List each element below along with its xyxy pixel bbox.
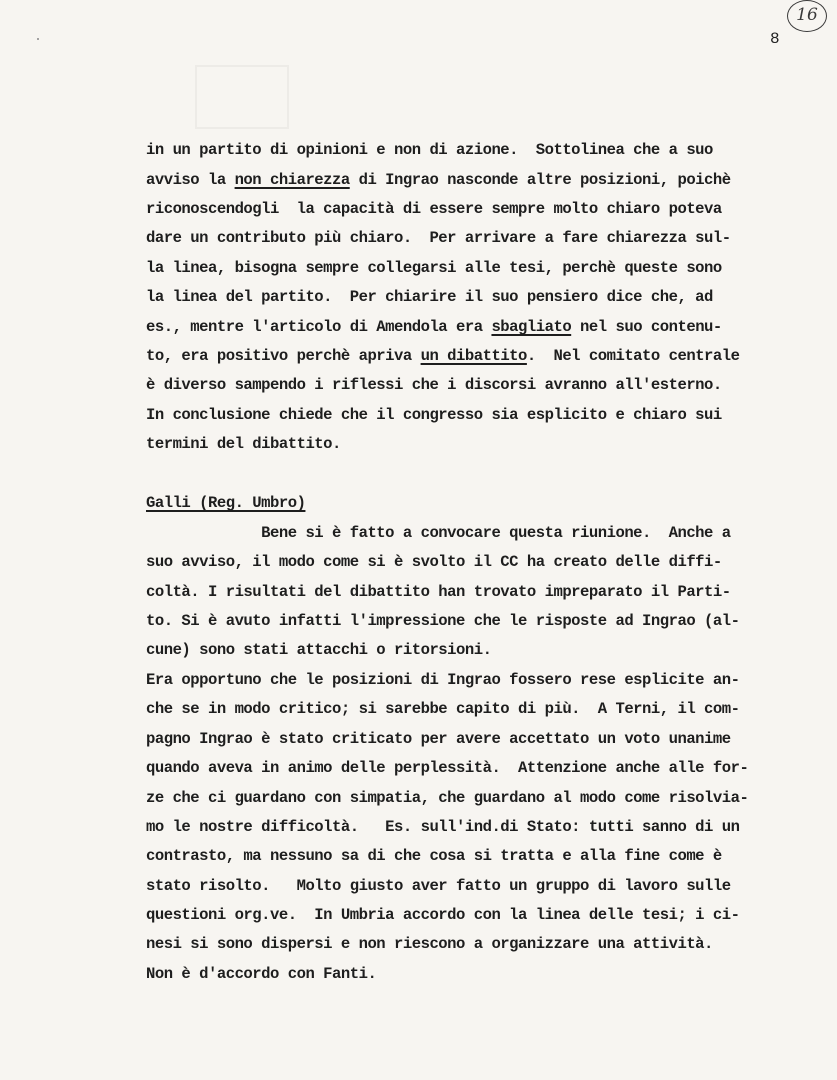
text-line: in un partito di opinioni e non di azione. Sottolinea che a suo bbox=[146, 141, 713, 159]
text-line: termini del dibattito. bbox=[146, 435, 341, 453]
text-line: stato risolto. Molto giusto aver fatto un gruppo di lavoro sulle bbox=[146, 877, 731, 895]
text-segment: nel suo contenu- bbox=[571, 318, 722, 336]
text-line: la linea, bisogna sempre collegarsi alle tesi, perchè queste sono bbox=[146, 259, 722, 277]
text-line: riconoscendogli la capacità di essere sempre molto chiaro poteva bbox=[146, 200, 722, 218]
text-segment: avviso la bbox=[146, 171, 235, 189]
underlined-text: un dibattito bbox=[420, 347, 527, 365]
text-segment: es., mentre l'articolo di Amendola era bbox=[146, 318, 492, 336]
underlined-text: sbagliato bbox=[491, 318, 572, 336]
text-line: Era opportuno che le posizioni di Ingrao fossero rese esplicite an- bbox=[146, 671, 740, 689]
text-line: suo avviso, il modo come si è svolto il CC ha creato delle diffi- bbox=[146, 553, 722, 571]
text-line: è diverso sampendo i riflessi che i discorsi avranno all'esterno. bbox=[146, 376, 722, 394]
text-segment: to, era positivo perchè apriva bbox=[146, 347, 421, 365]
text-line: mo le nostre difficoltà. Es. sull'ind.di Stato: tutti sanno di un bbox=[146, 818, 740, 836]
text-line bbox=[146, 317, 722, 337]
text-line bbox=[146, 170, 731, 190]
show-through-mark bbox=[195, 65, 289, 129]
text-line: quando aveva in animo delle perplessità. Attenzione anche alle for- bbox=[146, 759, 749, 777]
text-line: la linea del partito. Per chiarire il suo pensiero dice che, ad bbox=[146, 288, 713, 306]
text-line: dare un contributo più chiaro. Per arrivare a fare chiarezza sul- bbox=[146, 229, 731, 247]
text-line: In conclusione chiede che il congresso sia esplicito e chiaro sui bbox=[146, 406, 722, 424]
page-number: 8 bbox=[770, 30, 780, 48]
text-line: pagno Ingrao è stato criticato per avere accettato un voto unanime bbox=[146, 730, 731, 748]
text-line: nesi si sono dispersi e non riescono a organizzare una attività. bbox=[146, 935, 713, 953]
underlined-text: Galli (Reg. Umbro) bbox=[146, 494, 306, 512]
text-line: Non è d'accordo con Fanti. bbox=[146, 965, 377, 983]
text-segment: di Ingrao nasconde altre posizioni, poichè bbox=[349, 171, 731, 189]
underlined-text: non chiarezza bbox=[234, 171, 350, 189]
speaker-heading bbox=[146, 493, 305, 513]
text-line: contrasto, ma nessuno sa di che cosa si tratta e alla fine come è bbox=[146, 847, 722, 865]
paper-speck bbox=[37, 38, 39, 40]
archive-folio-number: 16 bbox=[787, 0, 827, 32]
text-line: Bene si è fatto a convocare questa riunione. Anche a bbox=[146, 524, 731, 542]
text-line: che se in modo critico; si sarebbe capito di più. A Terni, il com- bbox=[146, 700, 740, 718]
text-line: to. Si è avuto infatti l'impressione che le risposte ad Ingrao (al- bbox=[146, 612, 740, 630]
text-line: coltà. I risultati del dibattito han trovato impreparato il Parti- bbox=[146, 583, 731, 601]
text-line: ze che ci guardano con simpatia, che guardano al modo come risolvia- bbox=[146, 789, 749, 807]
text-line bbox=[146, 346, 739, 366]
text-line: questioni org.ve. In Umbria accordo con la linea delle tesi; i ci- bbox=[146, 906, 740, 924]
text-line: cune) sono stati attacchi o ritorsioni. bbox=[146, 641, 492, 659]
text-segment: . Nel comitato centrale bbox=[526, 347, 740, 365]
